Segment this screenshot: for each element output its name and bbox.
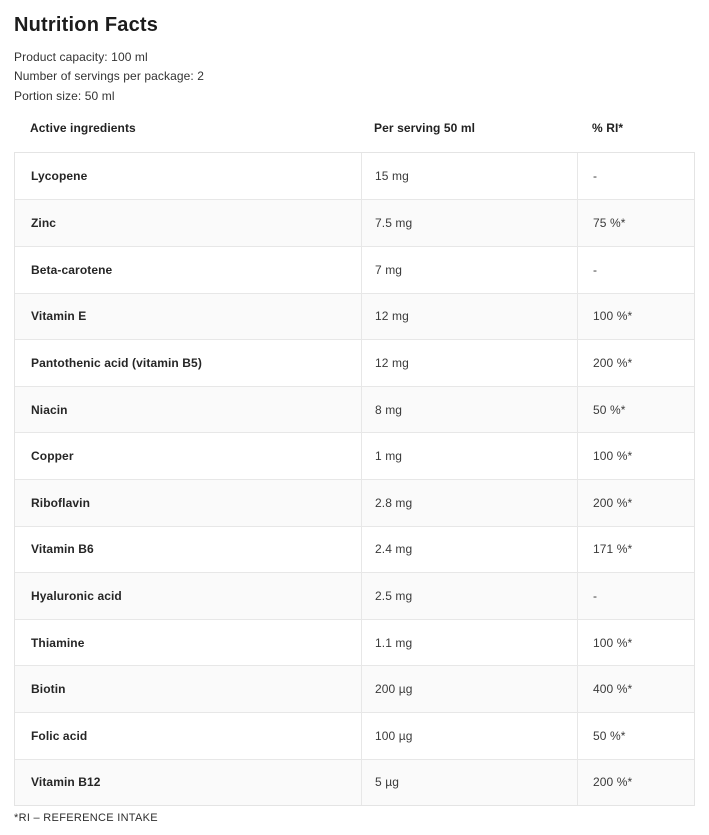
- table-row: [15, 665, 694, 712]
- table-row: [15, 153, 694, 200]
- header-per-serving: Per serving 50 ml: [374, 120, 476, 135]
- per-serving-cell: 7.5 mg: [362, 200, 578, 246]
- per-serving-cell: 2.5 mg: [362, 573, 578, 619]
- ri-cell: 200 %*: [593, 495, 633, 510]
- table-row: [15, 712, 694, 759]
- per-serving-cell: 1.1 mg: [362, 620, 578, 666]
- page-title: Nutrition Facts: [14, 14, 159, 36]
- ingredient-name-cell: Biotin: [15, 666, 362, 712]
- ingredient-name-cell: Vitamin B6: [15, 527, 362, 573]
- ingredient-name-cell: Vitamin B12: [15, 760, 362, 806]
- ri-cell: 100 %*: [593, 635, 633, 650]
- ri-cell: -: [593, 169, 598, 184]
- ingredient-name-cell: Hyaluronic acid: [15, 573, 362, 619]
- ri-cell: 50 %*: [593, 402, 626, 417]
- table-row: [15, 293, 694, 340]
- ingredients-table: [14, 152, 695, 806]
- ingredient-name-cell: Copper: [15, 433, 362, 479]
- ri-cell: 200 %*: [593, 775, 633, 790]
- per-serving-cell: 2.8 mg: [362, 480, 578, 526]
- table-row: [15, 526, 694, 573]
- table-row: [15, 199, 694, 246]
- per-serving-cell: 8 mg: [362, 387, 578, 433]
- per-serving-cell: 100 µg: [362, 713, 578, 759]
- ingredient-name-cell: Lycopene: [15, 153, 362, 200]
- servings-per-package-line: Number of servings per package: 2: [14, 69, 205, 84]
- header-active-ingredients: Active ingredients: [30, 120, 136, 135]
- per-serving-cell: 5 µg: [362, 760, 578, 806]
- ingredient-name-cell: Niacin: [15, 387, 362, 433]
- ingredient-name-cell: Thiamine: [15, 620, 362, 666]
- table-row: [15, 339, 694, 386]
- product-capacity-line: Product capacity: 100 ml: [14, 50, 148, 64]
- table-row: [15, 619, 694, 666]
- table-row: [15, 479, 694, 526]
- table-row: [15, 432, 694, 479]
- ri-cell: 50 %*: [593, 728, 626, 743]
- reference-intake-footnote: *RI – REFERENCE INTAKE: [14, 812, 158, 825]
- product-meta: [14, 48, 709, 106]
- ri-cell: 171 %*: [593, 542, 633, 557]
- ingredient-name-cell: Riboflavin: [15, 480, 362, 526]
- ingredient-name-cell: Zinc: [15, 200, 362, 246]
- portion-size-line: Portion size: 50 ml: [14, 88, 115, 103]
- ri-cell: 400 %*: [593, 682, 633, 697]
- per-serving-cell: 200 µg: [362, 666, 578, 712]
- nutrition-facts-page: [0, 14, 709, 825]
- ri-cell: 100 %*: [593, 449, 633, 464]
- per-serving-cell: 1 mg: [362, 433, 578, 479]
- table-row: [15, 386, 694, 433]
- table-row: [15, 759, 694, 806]
- per-serving-cell: 15 mg: [362, 153, 578, 200]
- ri-cell: -: [593, 262, 598, 277]
- header-ri: % RI*: [592, 120, 624, 135]
- ri-cell: 100 %*: [593, 309, 633, 324]
- ingredient-name-cell: Vitamin E: [15, 294, 362, 340]
- per-serving-cell: 12 mg: [362, 340, 578, 386]
- ri-cell: 75 %*: [593, 216, 626, 231]
- table-header-row: [14, 118, 695, 138]
- per-serving-cell: 7 mg: [362, 247, 578, 293]
- ingredient-name-cell: Folic acid: [15, 713, 362, 759]
- table-row: [15, 246, 694, 293]
- ri-cell: 200 %*: [593, 356, 633, 371]
- per-serving-cell: 12 mg: [362, 294, 578, 340]
- per-serving-cell: 2.4 mg: [362, 527, 578, 573]
- ingredient-name-cell: Pantothenic acid (vitamin B5): [15, 340, 362, 386]
- table-row: [15, 572, 694, 619]
- ingredient-name-cell: Beta-carotene: [15, 247, 362, 293]
- ri-cell: -: [593, 589, 598, 604]
